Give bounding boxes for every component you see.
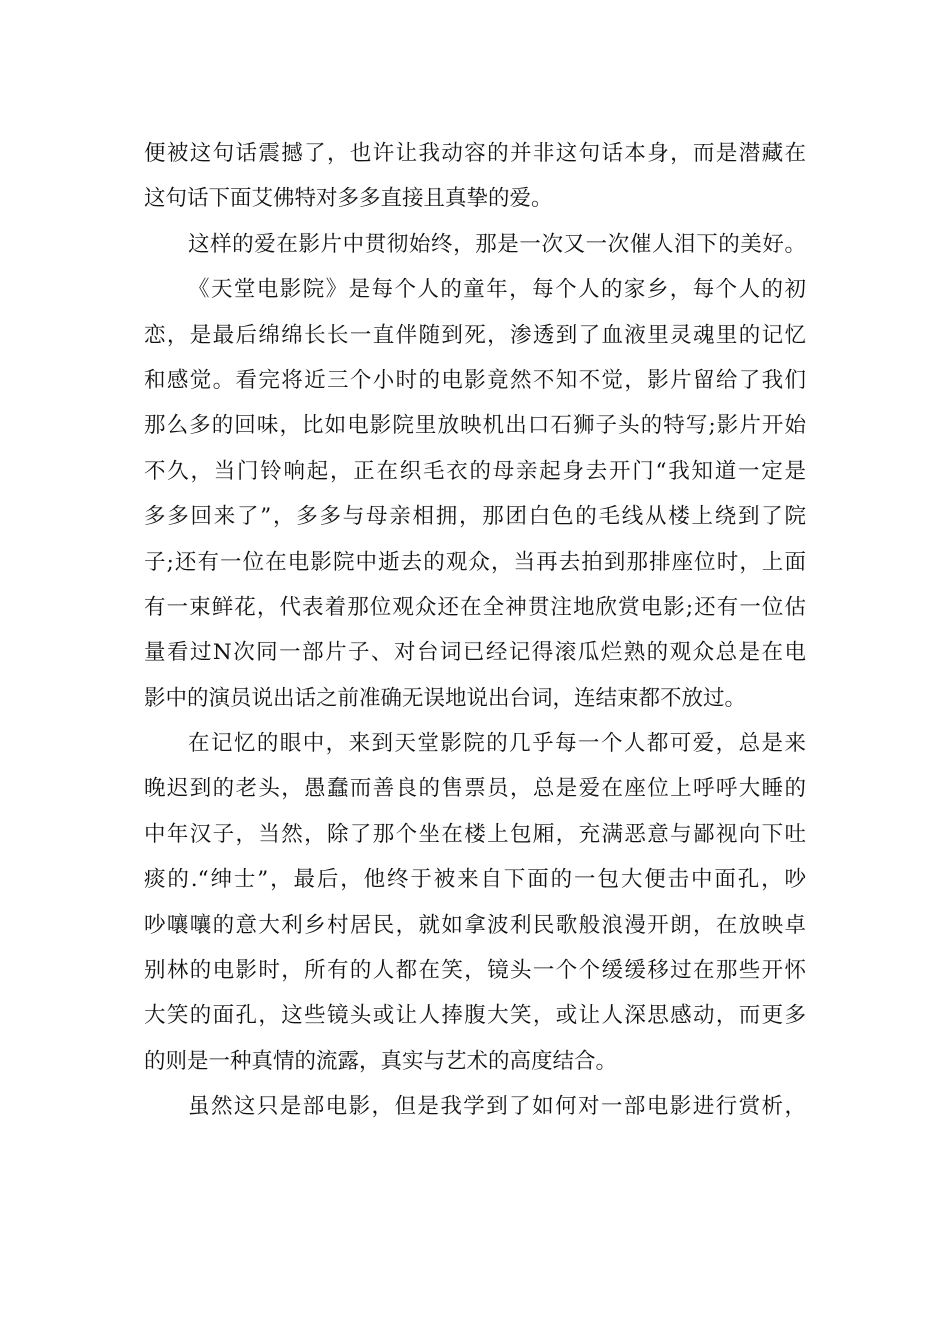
text-line: 中年汉子，当然，除了那个坐在楼上包厢，充满恶意与鄙视向下吐 (144, 821, 806, 847)
text-line: 大笑的面孔，这些镜头或让人捧腹大笑，或让人深思感动，而更多 (144, 1003, 806, 1029)
text-line: 这句话下面艾佛特对多多直接且真挚的爱。 (144, 186, 553, 212)
text-line: 不久，当门铃响起，正在织毛衣的母亲起身去开门“我知道一定是 (144, 458, 806, 484)
text-line: 子;还有一位在电影院中逝去的观众，当再去拍到那排座位时，上面 (144, 549, 806, 575)
text-line: 《天堂电影院》是每个人的童年，每个人的家乡，每个人的初 (188, 277, 806, 303)
text-line: 那么多的回味，比如电影院里放映机出口石狮子头的特写;影片开始 (144, 413, 806, 439)
text-line: 晚迟到的老头，愚蠢而善良的售票员，总是爱在座位上呼呼大睡的 (144, 776, 806, 802)
text-line: 别林的电影时，所有的人都在笑，镜头一个个缓缓移过在那些开怀 (144, 958, 806, 984)
text-line: 便被这句话震撼了，也许让我动容的并非这句话本身，而是潜藏在 (144, 141, 806, 166)
text-line: 影中的演员说出话之前准确无误地说出台词，连结束都不放过。 (144, 685, 747, 711)
text-line: 在记忆的眼中，来到天堂影院的几乎每一个人都可爱，总是来 (188, 731, 806, 757)
text-line: 的则是一种真情的流露，真实与艺术的高度结合。 (144, 1048, 618, 1074)
text-line: 这样的爱在影片中贯彻始终，那是一次又一次催人泪下的美好。 (188, 231, 806, 257)
text-line: 和感觉。看完将近三个小时的电影竟然不知不觉，影片留给了我们 (144, 367, 806, 393)
text-line: 吵嚷嚷的意大利乡村居民，就如拿波利民歌般浪漫开朗，在放映卓 (144, 912, 806, 938)
text-line: 多多回来了”，多多与母亲相拥，那团白色的毛线从楼上绕到了院 (144, 504, 806, 530)
text-line: 恋，是最后绵绵长长一直伴随到死，渗透到了血液里灵魂里的记忆 (144, 322, 806, 348)
text-line: 痰的.“绅士”，最后，他终于被来自下面的一包大便击中面孔，吵 (144, 867, 806, 893)
text-line: 虽然这只是部电影，但是我学到了如何对一部电影进行赏析， (188, 1094, 806, 1120)
text-line: 量看过N次同一部片子、对台词已经记得滚瓜烂熟的观众总是在电 (144, 640, 806, 666)
document-body (144, 131, 806, 1130)
text-line: 有一束鲜花，代表着那位观众还在全神贯注地欣赏电影;还有一位估 (144, 594, 806, 620)
